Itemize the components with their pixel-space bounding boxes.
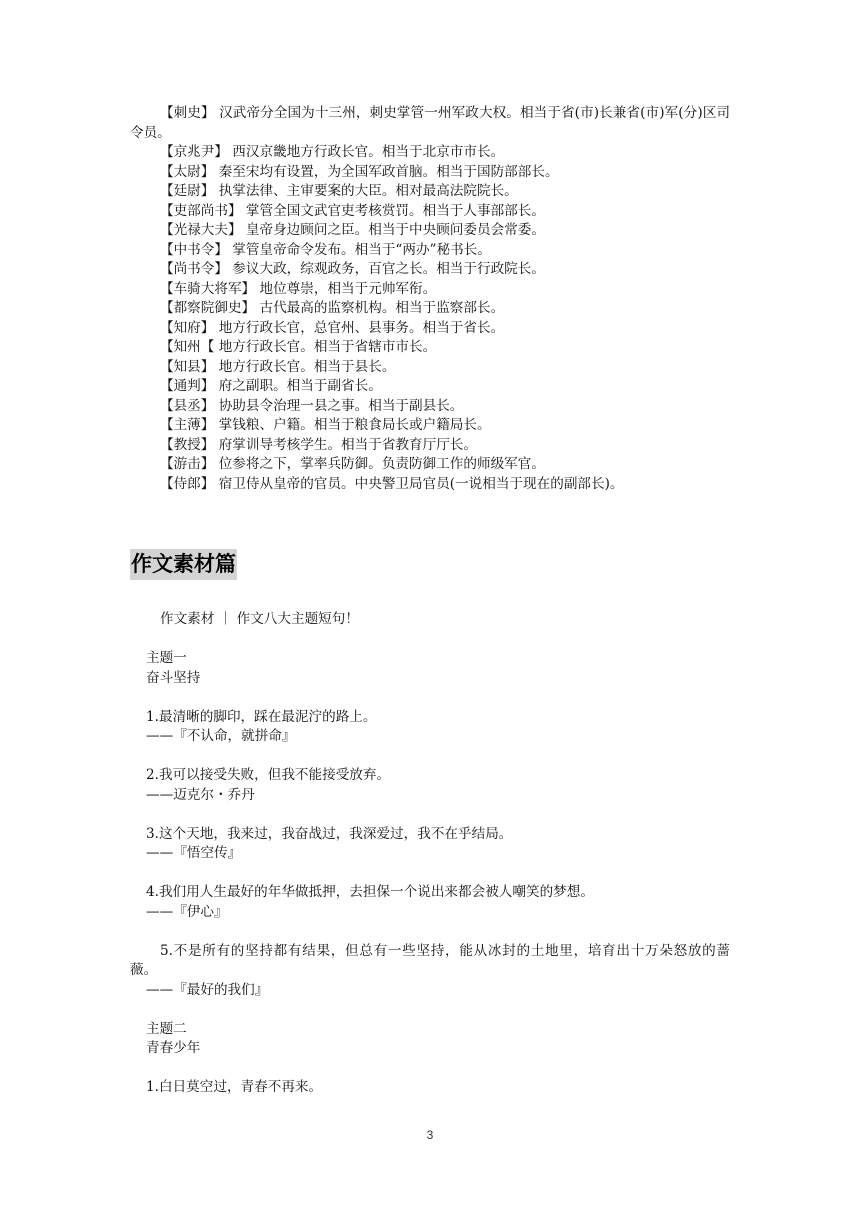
blank-line: [130, 1000, 730, 1020]
glossary-entry: 【教授】 府掌训导考核学生。相当于省教育厅厅长。: [160, 436, 477, 453]
quote: 2.我可以接受失败，但我不能接受放弃。: [146, 767, 391, 783]
glossary-entry: 【侍郎】 宿卫侍从皇帝的官员。中央警卫局官员(一说相当于现在的副部长)。: [160, 475, 624, 492]
glossary-entry: 【知府】 地方行政长官，总官州、县事务。相当于省长。: [160, 319, 505, 336]
intro-line: 作文素材 ｜ 作文八大主题短句！: [160, 611, 359, 627]
quote-source: ——『最好的我们』: [146, 981, 269, 998]
glossary-entry: 【尚书令】 参议大政，综观政务，百官之长。相当于行政院长。: [160, 261, 545, 277]
glossary-entry: 【知州【 地方行政长官。相当于省辖市市长。: [160, 339, 437, 355]
glossary-entry: 【游击】 位参将之下，掌率兵防御。负责防御工作的师级军官。: [160, 456, 545, 472]
glossary-entry: 【中书令】 掌管皇帝命令发布。相当于“两办”秘书长。: [160, 241, 491, 258]
theme-label: 主题一: [146, 650, 187, 666]
glossary-entry: 【主薄】 掌钱粮、户籍。相当于粮食局长或户籍局长。: [160, 417, 491, 433]
theme-label: 主题二: [146, 1020, 187, 1037]
glossary-entry: 【京兆尹】 西汉京畿地方行政长官。相当于北京市市长。: [160, 144, 505, 160]
theme-name: 青春少年: [146, 1040, 201, 1056]
glossary-entry: 【车骑大将军】 地位尊崇，相当于元帅军衔。: [160, 280, 437, 297]
section-heading: 作文素材篇: [130, 549, 237, 580]
quote: 1.最清晰的脚印，踩在最泥泞的路上。: [146, 708, 377, 725]
page-number: 3: [426, 1128, 434, 1142]
glossary-entry: 【县丞】 协助县令治理一县之事。相当于副县长。: [160, 397, 464, 414]
blank-line: [130, 630, 730, 650]
quote: 5.不是所有的坚持都有结果，但总有一些坚持，能从冰封的土地里，培育出十万朵怒放的蔷薇。: [130, 942, 730, 978]
glossary-entry: 【光禄大夫】 皇帝身边顾问之臣。相当于中央顾问委员会常委。: [160, 222, 545, 238]
blank-line: [130, 805, 730, 825]
official-titles-glossary: [130, 104, 730, 494]
blank-line: [130, 747, 730, 767]
blank-line: [130, 1059, 730, 1079]
quote-source: ——『伊心』: [146, 903, 228, 920]
glossary-entry: 【知县】 地方行政长官。相当于县长。: [160, 358, 396, 375]
glossary-entry: 【吏部尚书】 掌管全国文武官吏考核赏罚。相当于人事部部长。: [160, 202, 545, 219]
blank-line: [130, 688, 730, 708]
quote: 4.我们用人生最好的年华做抵押，去担保一个说出来都会被人嘲笑的梦想。: [146, 884, 594, 900]
blank-line: [130, 922, 730, 942]
glossary-entry: 【通判】 府之副职。相当于副省长。: [160, 378, 382, 394]
glossary-entry: 【都察院御史】 古代最高的监察机构。相当于监察部长。: [160, 300, 505, 316]
glossary-entry: 【廷尉】 执掌法律、主审要案的大臣。相对最高法院院长。: [160, 183, 518, 199]
glossary-entry: 【刺史】 汉武帝分全国为十三州，刺史掌管一州军政大权。相当于省(市)长兼省(市)军(分)区司令员。: [130, 105, 730, 141]
quote-source: ——迈克尔・乔丹: [146, 786, 255, 803]
essay-materials: [130, 610, 730, 1098]
quote-source: ——『悟空传』: [146, 845, 242, 861]
glossary-entry: 【太尉】 秦至宋均有设置，为全国军政首脑。相当于国防部部长。: [160, 163, 559, 180]
quote: 1.白日莫空过，青春不再来。: [146, 1079, 323, 1095]
theme-name: 奋斗坚持: [146, 669, 201, 686]
quote-source: ——『不认命，就拼命』: [146, 728, 296, 744]
blank-line: [130, 864, 730, 884]
quote: 3.这个天地，我来过，我奋战过，我深爱过，我不在乎结局。: [146, 825, 513, 842]
